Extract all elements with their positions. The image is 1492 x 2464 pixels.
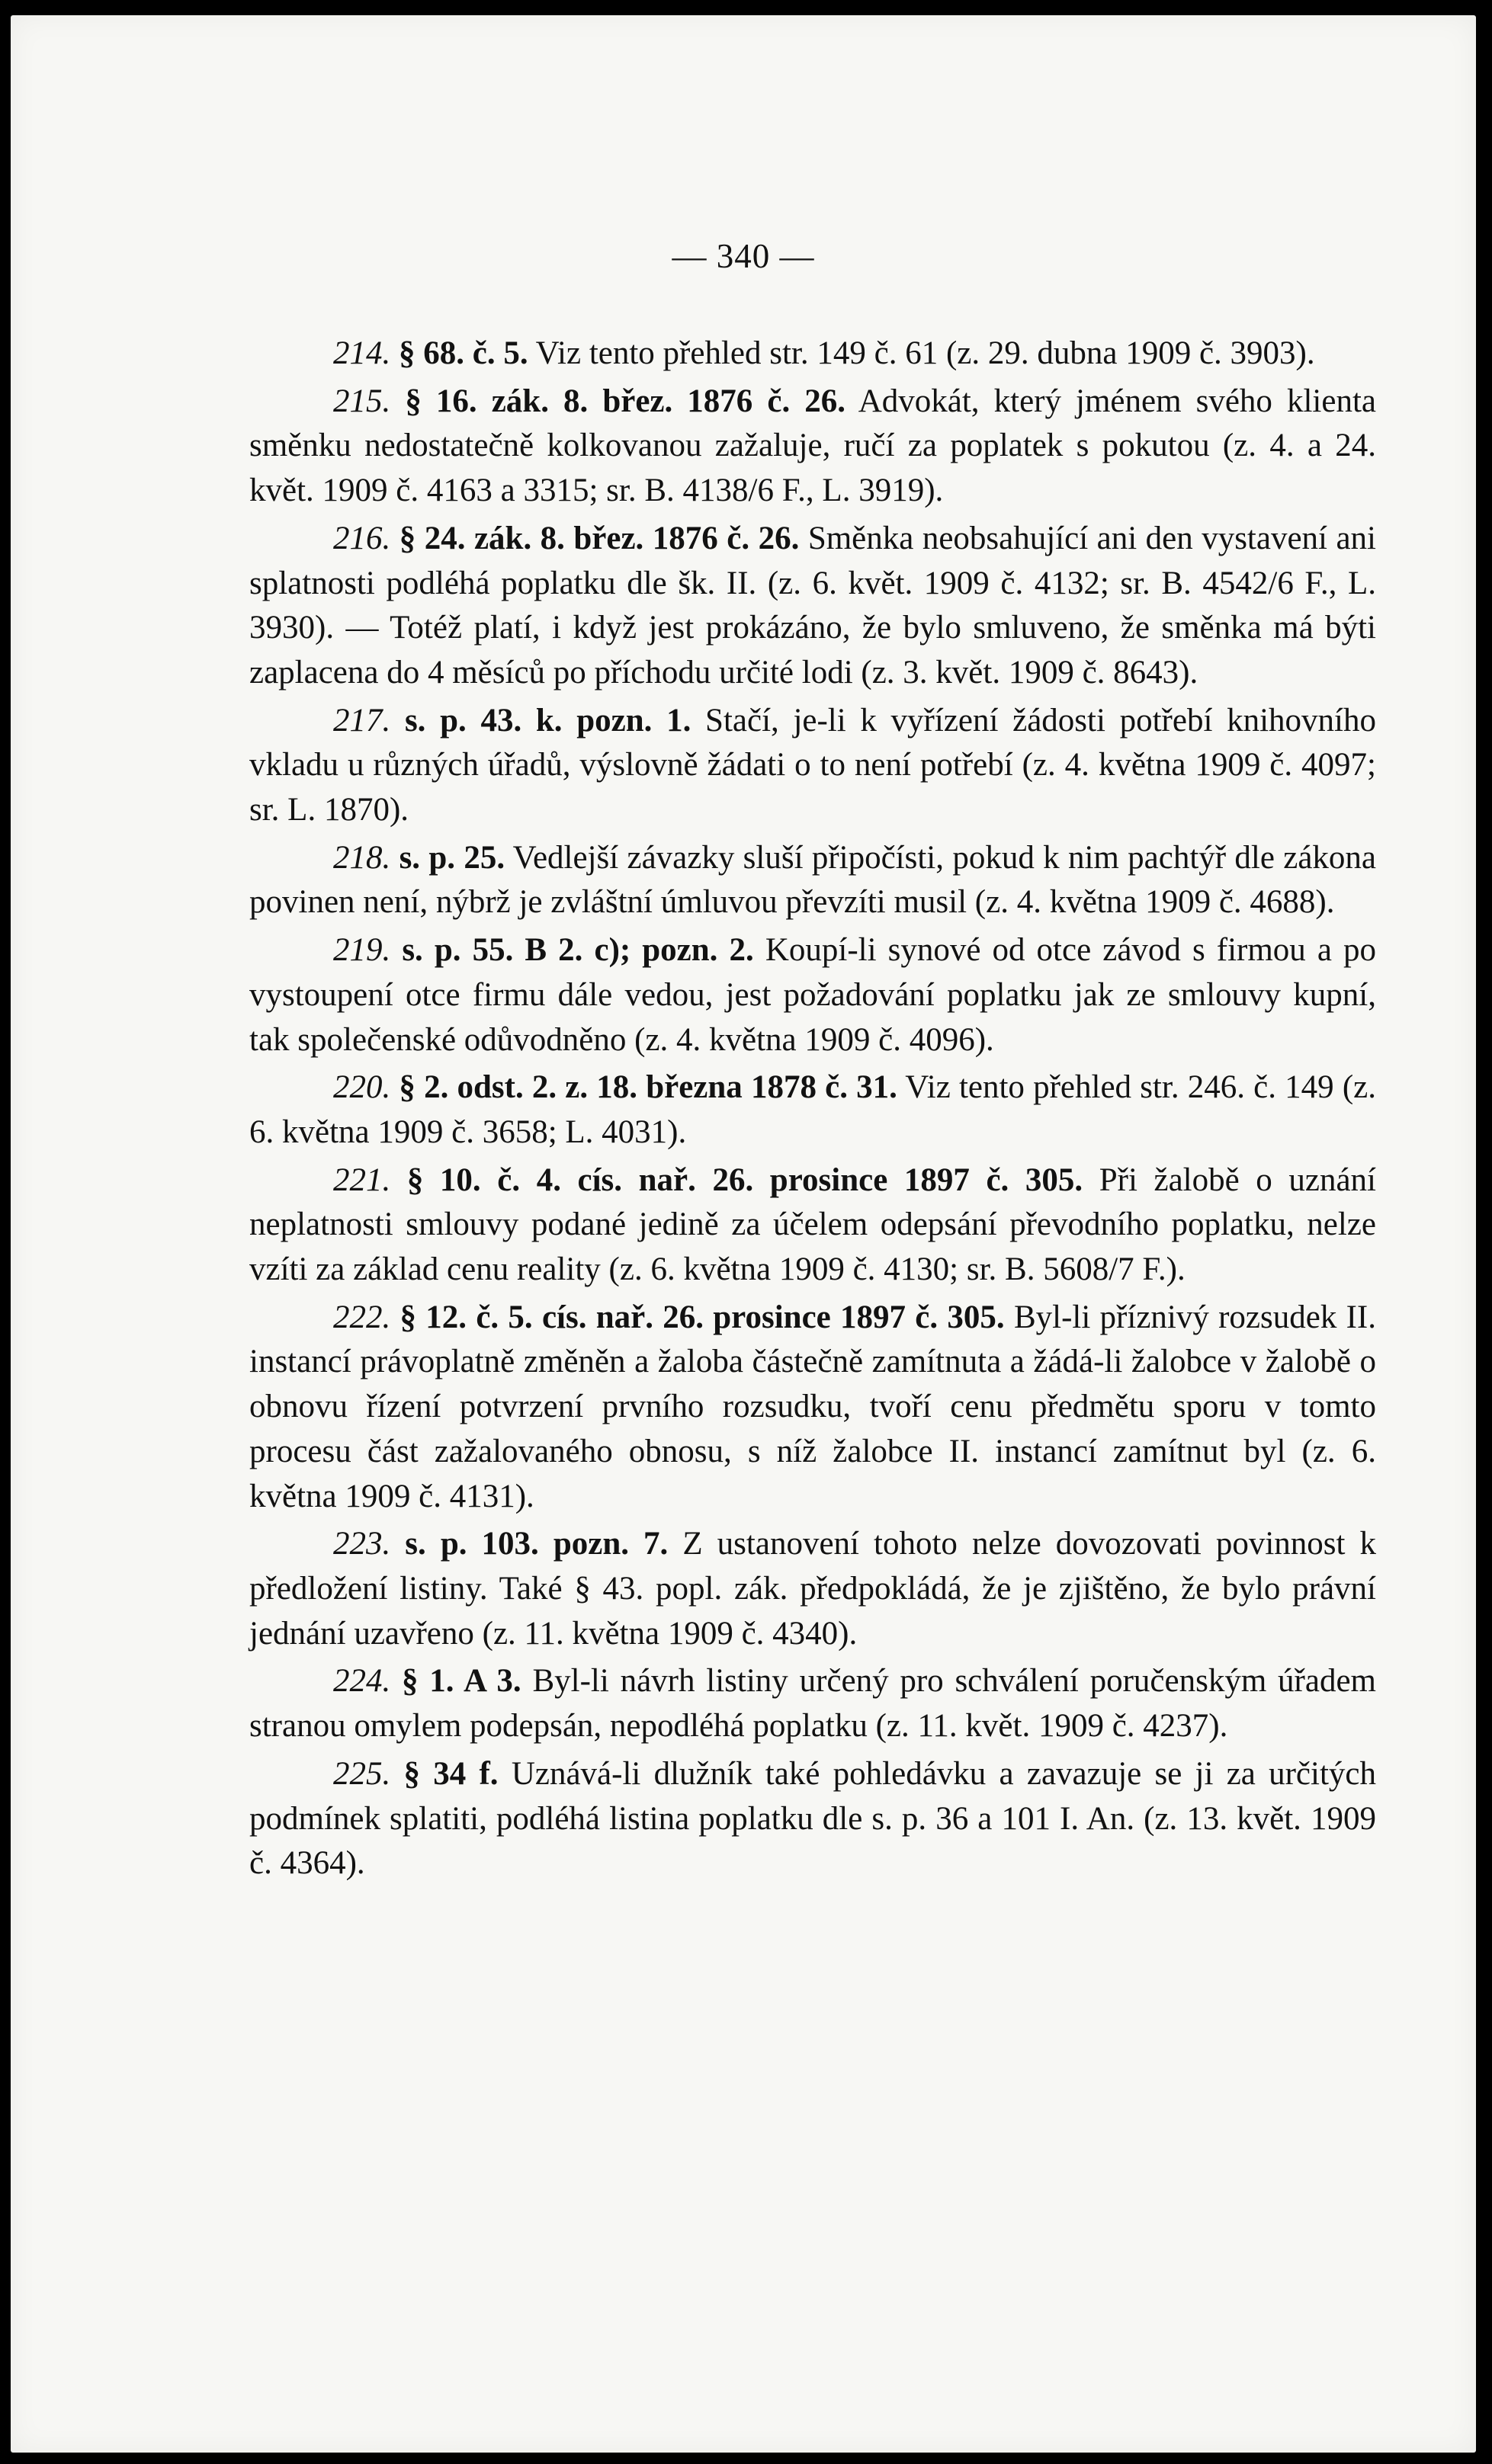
entry-216 <box>249 517 1376 696</box>
entry-219 <box>249 928 1376 1062</box>
entry-text: Advokát, který jménem svého klienta směnku nedostatečně kolkovanou zažaluje, ručí za poplatek s pokutou (z. 4. a 24. květ. 1909 č. 4163 a 3315; sr. B. 4138/6 F., L. 3919). <box>249 383 1376 509</box>
entry-number: 215. <box>333 383 391 419</box>
entry-reference: § 2. odst. 2. z. 18. března 1878 č. 31. <box>399 1069 897 1106</box>
entry-reference: § 16. zák. 8. břez. 1876 č. 26. <box>405 383 846 419</box>
entry-text: Směnka neobsahující ani den vystavení ani splatnosti podléhá poplatku dle šk. II. (z. 6. květ. 1909 č. 4132; sr. B. 4542/6 F., L. 3930). — Totéž platí, i když jest prokázáno, že bylo smluveno, že směnka má býti zaplacena do 4 měsíců po příchodu určité lodi (z. 3. květ. 1909 č. 8643). <box>249 520 1377 690</box>
entry-214 <box>249 332 1376 376</box>
entry-215 <box>249 380 1376 514</box>
entry-text: Při žalobě o uznání neplatnosti smlouvy podané jedině za účelem odepsání převodního poplatku, nelze vzíti za základ cenu reality (z. 6. května 1909 č. 4130; sr. B. 5608/7 F.). <box>249 1162 1376 1288</box>
entry-text: Stačí, je-li k vyřízení žádosti potřebí knihovního vkladu u různých úřadů, výslovně žádati o to není potřebí (z. 4. května 1909 č. 4097; sr. L. 1870). <box>249 702 1376 828</box>
entry-218 <box>249 836 1376 925</box>
entry-number: 222. <box>333 1299 391 1335</box>
entry-number: 218. <box>333 839 391 876</box>
entry-text: Viz tento přehled str. 246. č. 149 (z. 6. května 1909 č. 3658; L. 4031). <box>249 1069 1376 1150</box>
entry-number: 225. <box>333 1755 391 1792</box>
entry-text: Vedlejší závazky sluší připočísti, pokud k nim pachtýř dle zákona povinen není, nýbrž je zvláštní úmluvou převzíti musil (z. 4. května 1909 č. 4688). <box>249 839 1377 921</box>
entry-221 <box>249 1158 1376 1293</box>
page-sheet <box>11 15 1476 2453</box>
entry-number: 223. <box>333 1526 391 1562</box>
entry-224 <box>249 1659 1376 1748</box>
entry-number: 221. <box>333 1162 391 1198</box>
entry-number: 219. <box>333 932 391 969</box>
entry-reference: § 10. č. 4. cís. nař. 26. prosince 1897 č. 305. <box>406 1162 1083 1198</box>
entry-reference: s. p. 25. <box>399 839 505 876</box>
entry-223 <box>249 1522 1376 1656</box>
entry-number: 216. <box>333 520 391 556</box>
entry-reference: s. p. 103. pozn. 7. <box>405 1526 669 1562</box>
entry-number: 224. <box>333 1663 391 1700</box>
entry-reference: s. p. 55. B 2. c); pozn. 2. <box>402 932 754 969</box>
entry-text: Viz tento přehled str. 149 č. 61 (z. 29. dubna 1909 č. 3903). <box>535 335 1315 371</box>
entry-217 <box>249 699 1376 833</box>
entry-text: Koupí-li synové od otce závod s firmou a po vystoupení otce firmu dále vedou, jest požadování poplatku jak ze smlouvy kupní, tak společenské odůvodněno (z. 4. května 1909 č. 4096). <box>249 932 1377 1058</box>
entry-text: Byl-li příznivý rozsudek II. instancí právoplatně změněn a žaloba částečně zamítnuta a žádá-li žalobce v žalobě o obnovu řízení potvrzení prvního rozsudku, tvoří cenu předmětu sporu v tomto procesu část zažalovaného obnosu, s níž žalobce II. instancí zamítnut byl (z. 6. května 1909 č. 4131). <box>249 1299 1376 1514</box>
entry-text: Z ustanovení tohoto nelze dovozovati povinnost k předložení listiny. Také § 43. popl. zák. předpokládá, že je zjištěno, že bylo právní jednání uzavřeno (z. 11. května 1909 č. 4340). <box>249 1526 1376 1652</box>
entry-text: Byl-li návrh listiny určený pro schválení poručenským úřadem stranou omylem podepsán, nepodléhá poplatku (z. 11. květ. 1909 č. 4237). <box>249 1663 1376 1745</box>
entry-225 <box>249 1752 1376 1886</box>
page-number: — 340 — <box>672 237 815 275</box>
entry-reference: § 68. č. 5. <box>399 335 528 371</box>
entry-reference: § 24. zák. 8. břez. 1876 č. 26. <box>399 520 800 556</box>
entry-222 <box>249 1296 1376 1520</box>
entry-reference: § 34 f. <box>403 1755 499 1792</box>
entry-number: 220. <box>333 1069 391 1106</box>
entry-text: Uznává-li dlužník také pohledávku a zavazuje se ji za určitých podmínek splatiti, podléhá listina poplatku dle s. p. 36 a 101 I. An. (z. 13. květ. 1909 č. 4364). <box>249 1755 1376 1882</box>
entry-number: 217. <box>333 702 391 739</box>
entry-number: 214. <box>333 335 391 371</box>
entry-reference: s. p. 43. k. pozn. 1. <box>404 702 691 739</box>
text-body <box>249 332 1376 1886</box>
entry-reference: § 1. A 3. <box>402 1663 521 1700</box>
entry-220 <box>249 1065 1376 1155</box>
entry-reference: § 12. č. 5. cís. nař. 26. prosince 1897 č. 305. <box>399 1299 1005 1335</box>
